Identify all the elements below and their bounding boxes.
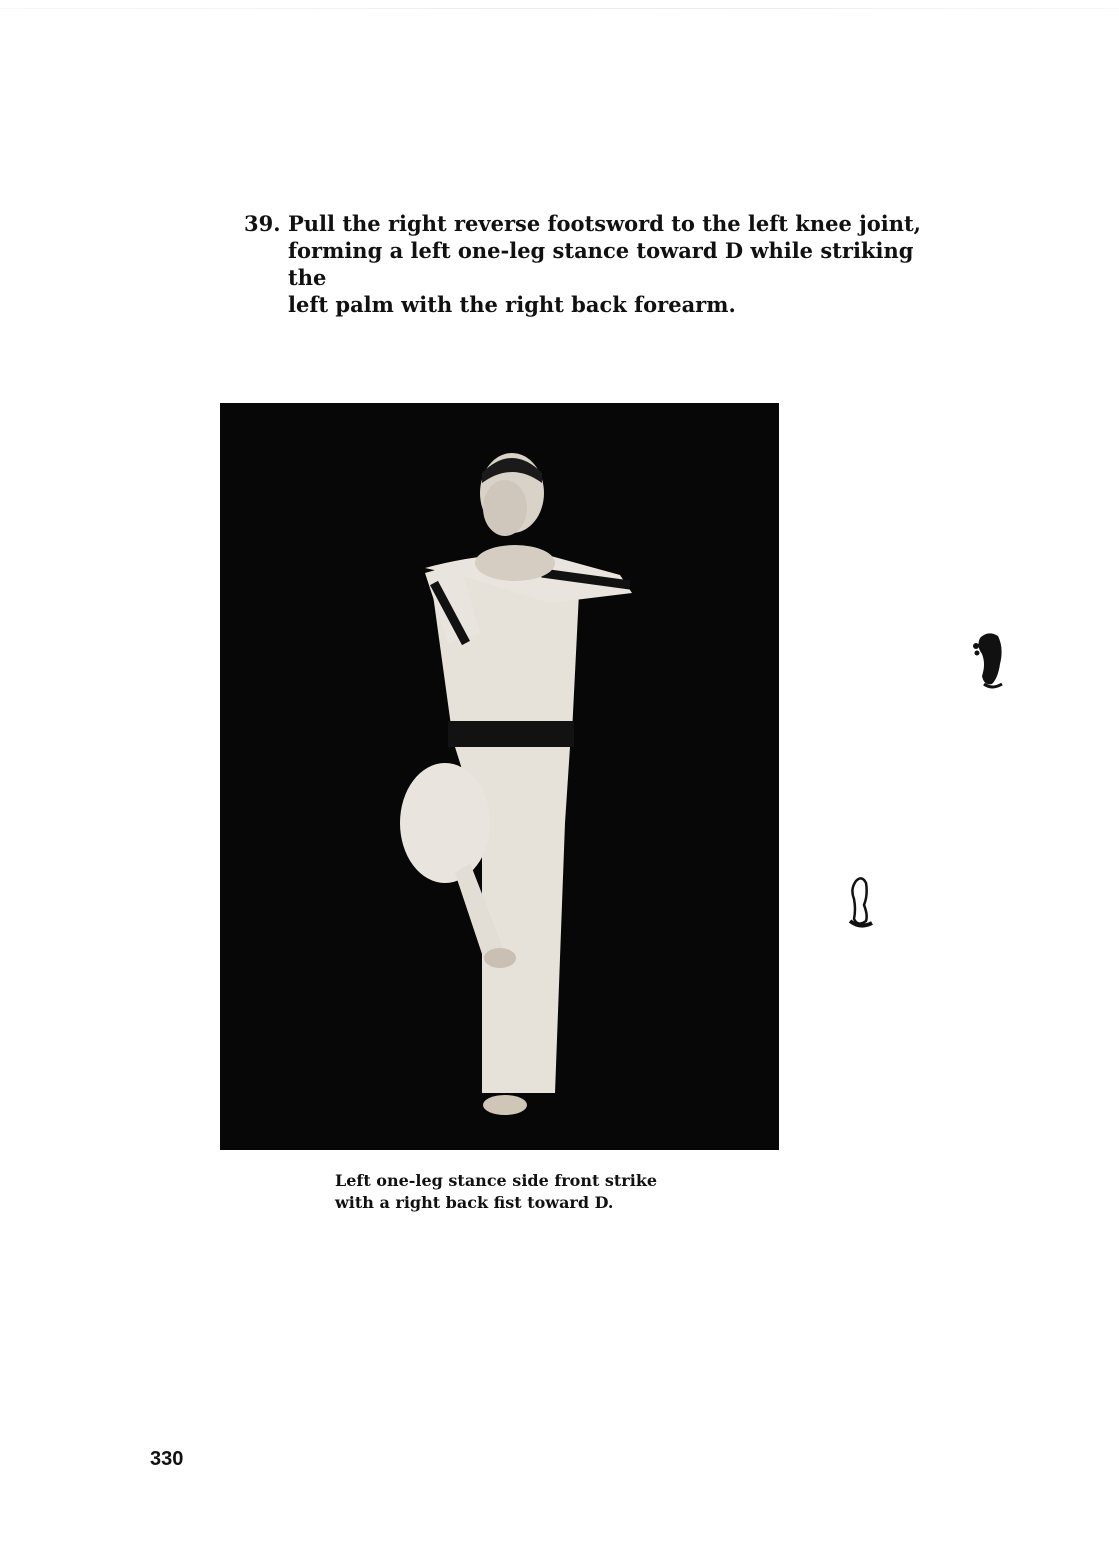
step-number: 39. [244,211,281,236]
photo-caption: Left one-leg stance side front strike with a right back fist toward D. [335,1171,658,1212]
step-text: Pull the right reverse footsword to the left knee joint, forming a left one-leg stance toward D while striking the left palm with the right back forearm. [288,211,921,317]
footprint-outline-icon [846,875,878,930]
footprint-solid-icon [970,630,1010,690]
page-edge-rule [0,8,1119,9]
step-instruction [244,210,934,318]
martial-artist-figure [220,403,779,1150]
martial-arts-photo [220,403,779,1150]
page-number: 330 [150,1448,184,1470]
